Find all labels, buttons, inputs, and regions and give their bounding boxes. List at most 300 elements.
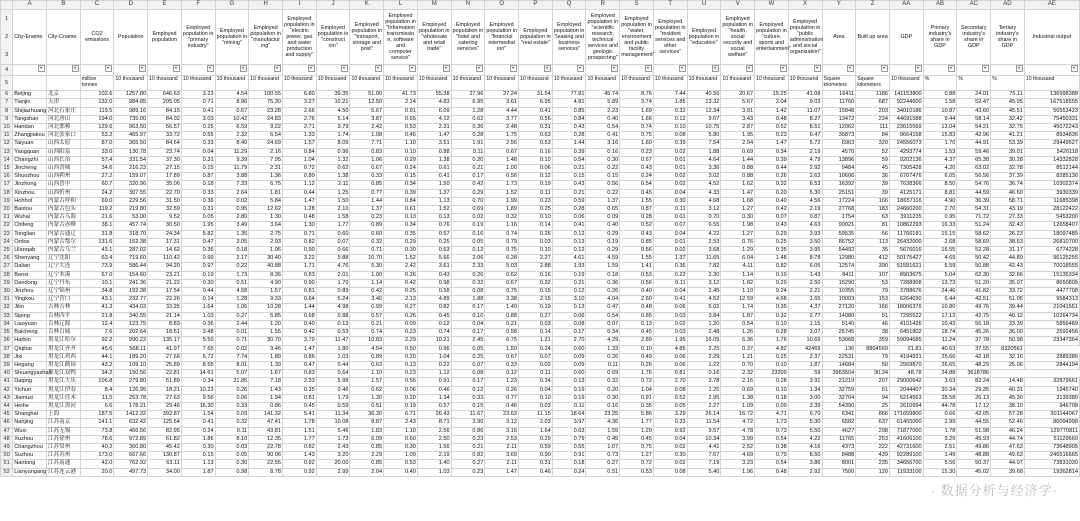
data-cell[interactable]: 0.06 xyxy=(653,353,687,361)
data-cell[interactable]: 41.08 xyxy=(788,91,822,99)
data-cell[interactable]: 0.39 xyxy=(552,148,586,156)
filter-dropdown-icon[interactable] xyxy=(915,65,922,72)
data-cell[interactable]: 0.03 xyxy=(653,329,687,337)
data-cell[interactable]: 90021 xyxy=(822,222,856,230)
data-cell[interactable]: 0.15 xyxy=(451,402,485,410)
data-cell[interactable]: 51 xyxy=(856,312,890,320)
data-cell[interactable]: 0.41 xyxy=(519,107,553,115)
column-header-q[interactable]: Q xyxy=(552,1,586,10)
data-cell[interactable]: 131.6 xyxy=(80,238,114,246)
data-cell[interactable]: 8001 xyxy=(822,460,856,468)
data-cell[interactable]: 0.23 xyxy=(350,214,384,222)
data-cell[interactable]: 73.8 xyxy=(80,427,114,435)
data-cell[interactable]: 119.2 xyxy=(80,206,114,214)
data-cell[interactable]: 11.34 xyxy=(316,411,350,419)
data-cell[interactable]: 33.0 xyxy=(80,148,114,156)
data-cell[interactable]: 159.07 xyxy=(114,173,148,181)
data-cell[interactable]: 12.35 xyxy=(249,435,283,443)
data-cell[interactable]: 0.20 xyxy=(755,189,789,197)
data-cell[interactable]: 1.37 xyxy=(653,255,687,263)
data-cell[interactable]: 62.30 xyxy=(957,271,991,279)
row-number[interactable]: 18 xyxy=(1,189,13,197)
data-cell[interactable]: 0.03 xyxy=(215,443,249,451)
city-ename-cell[interactable]: Wuhai xyxy=(13,214,47,222)
data-cell[interactable]: 16.55 xyxy=(923,247,957,255)
data-cell[interactable]: 1.87 xyxy=(721,312,755,320)
data-cell[interactable]: 0.33 xyxy=(181,140,215,148)
data-cell[interactable]: 0.76 xyxy=(417,222,451,230)
data-cell[interactable]: 0.19 xyxy=(519,181,553,189)
data-cell[interactable]: 3930339 xyxy=(1024,189,1079,197)
data-cell[interactable]: 0.86 xyxy=(451,427,485,435)
unit-cell[interactable] xyxy=(46,76,80,91)
data-cell[interactable]: 0.68 xyxy=(283,312,317,320)
data-cell[interactable]: 56.57 xyxy=(148,124,182,132)
data-cell[interactable]: 0.16 xyxy=(519,271,553,279)
field-header-cell[interactable]: Population xyxy=(114,10,148,65)
data-cell[interactable]: 301144067 xyxy=(1024,411,1079,419)
data-cell[interactable]: 1.34 xyxy=(788,386,822,394)
row-number[interactable]: 27 xyxy=(1,263,13,271)
data-cell[interactable]: 47.41 xyxy=(249,419,283,427)
data-cell[interactable]: 109.10 xyxy=(114,361,148,369)
data-cell[interactable]: 7295522 xyxy=(889,312,923,320)
data-cell[interactable]: 30.28 xyxy=(991,156,1025,164)
data-cell[interactable]: 59535 xyxy=(822,230,856,238)
column-header-n[interactable]: N xyxy=(451,1,485,10)
data-cell[interactable]: 123.75 xyxy=(114,320,148,328)
data-cell[interactable]: 45072243 xyxy=(1024,124,1079,132)
data-cell[interactable]: 0.21 xyxy=(451,165,485,173)
data-cell[interactable]: 12574 xyxy=(822,263,856,271)
data-cell[interactable]: 24.83 xyxy=(249,115,283,123)
row-number[interactable]: 9 xyxy=(1,115,13,123)
city-ename-cell[interactable]: Benxi xyxy=(13,271,47,279)
data-cell[interactable]: 0.85 xyxy=(552,107,586,115)
data-cell[interactable]: 0.28 xyxy=(755,378,789,386)
data-cell[interactable]: 0.24 xyxy=(519,345,553,353)
data-cell[interactable]: 4.22 xyxy=(687,230,721,238)
data-cell[interactable]: 8.78 xyxy=(788,255,822,263)
data-cell[interactable]: 44.89 xyxy=(991,255,1025,263)
data-cell[interactable]: 0.89 xyxy=(350,222,384,230)
data-cell[interactable]: 20.0 xyxy=(80,468,114,476)
data-cell[interactable]: 11.54 xyxy=(687,419,721,427)
data-cell[interactable]: 1.43 xyxy=(788,271,822,279)
data-cell[interactable]: 32.66 xyxy=(991,271,1025,279)
data-cell[interactable]: 0.30 xyxy=(384,247,418,255)
data-cell[interactable]: 0.98 xyxy=(417,279,451,287)
data-cell[interactable]: 1.58 xyxy=(316,214,350,222)
data-cell[interactable]: 1.71 xyxy=(283,263,317,271)
data-cell[interactable]: 1.55 xyxy=(586,427,620,435)
data-cell[interactable]: 7.71 xyxy=(350,140,384,148)
data-cell[interactable]: 43.1 xyxy=(80,296,114,304)
data-cell[interactable]: 0.83 xyxy=(283,271,317,279)
data-cell[interactable]: 63.11 xyxy=(148,460,182,468)
data-cell[interactable]: 2.30 xyxy=(687,271,721,279)
data-cell[interactable]: 24.01 xyxy=(957,91,991,99)
data-cell[interactable]: 13.04 xyxy=(923,124,957,132)
city-ename-cell[interactable]: Changzhi xyxy=(13,156,47,164)
data-cell[interactable]: 4477708 xyxy=(1024,288,1079,296)
data-cell[interactable]: 6.47 xyxy=(788,132,822,140)
city-cname-cell[interactable]: 吉林四平 xyxy=(46,312,80,320)
data-cell[interactable]: 5.56 xyxy=(923,460,957,468)
data-cell[interactable]: 23.63 xyxy=(485,411,519,419)
data-cell[interactable]: 33.39 xyxy=(991,320,1025,328)
data-cell[interactable]: 10.83 xyxy=(350,337,384,345)
data-cell[interactable]: 946708 xyxy=(1024,402,1079,410)
filter-dropdown-icon[interactable] xyxy=(510,65,517,72)
data-cell[interactable]: 4.20 xyxy=(923,165,957,173)
data-cell[interactable]: 5.88 xyxy=(316,255,350,263)
data-cell[interactable]: 11.24 xyxy=(923,337,957,345)
data-cell[interactable]: 1.73 xyxy=(215,271,249,279)
data-cell[interactable]: 1.10 xyxy=(384,140,418,148)
data-cell[interactable]: 5.46 xyxy=(316,427,350,435)
data-cell[interactable]: 0.87 xyxy=(788,214,822,222)
data-cell[interactable]: 42.0 xyxy=(80,460,114,468)
data-cell[interactable]: 33.72 xyxy=(148,132,182,140)
data-cell[interactable]: 6.70 xyxy=(788,411,822,419)
data-cell[interactable]: 0.15 xyxy=(552,173,586,181)
data-cell[interactable]: 0.06 xyxy=(215,394,249,402)
data-cell[interactable]: 13472 xyxy=(822,115,856,123)
data-cell[interactable]: 0.27 xyxy=(519,312,553,320)
data-cell[interactable]: 0.70 xyxy=(721,361,755,369)
data-cell[interactable]: 0.85 xyxy=(350,443,384,451)
data-cell[interactable]: 320.96 xyxy=(114,181,148,189)
data-cell[interactable]: 1.10 xyxy=(721,288,755,296)
data-cell[interactable]: 27768 xyxy=(822,206,856,214)
data-cell[interactable]: 5.50 xyxy=(181,337,215,345)
data-cell[interactable]: 1.20 xyxy=(687,320,721,328)
data-cell[interactable]: 0.13 xyxy=(552,378,586,386)
data-cell[interactable]: 1.12 xyxy=(283,181,317,189)
data-cell[interactable]: 18097485 xyxy=(1024,230,1079,238)
column-header-a[interactable]: A xyxy=(13,1,47,10)
data-cell[interactable]: 34.6 xyxy=(80,165,114,173)
row-number[interactable]: 50 xyxy=(1,452,13,460)
data-cell[interactable]: 0.35 xyxy=(620,402,654,410)
data-cell[interactable]: 3.86 xyxy=(788,460,822,468)
data-cell[interactable]: 0.36 xyxy=(181,320,215,328)
data-cell[interactable]: 11.5 xyxy=(80,394,114,402)
data-cell[interactable]: 0.32 xyxy=(451,279,485,287)
data-cell[interactable]: 40.63 xyxy=(923,345,957,353)
data-cell[interactable]: 27.24 xyxy=(485,91,519,99)
data-cell[interactable]: 1.06 xyxy=(350,156,384,164)
data-cell[interactable]: 0.32 xyxy=(519,279,553,287)
data-cell[interactable]: 8.76 xyxy=(620,91,654,99)
data-cell[interactable]: 173.0 xyxy=(80,452,114,460)
data-cell[interactable]: 1.07 xyxy=(586,443,620,451)
data-cell[interactable]: 1.70 xyxy=(923,140,957,148)
data-cell[interactable]: 2.16 xyxy=(721,378,755,386)
column-header-x[interactable]: X xyxy=(788,1,822,10)
data-cell[interactable]: 2.92 xyxy=(788,165,822,173)
data-cell[interactable]: 0.13 xyxy=(316,320,350,328)
data-cell[interactable]: 0.10 xyxy=(755,361,789,369)
data-cell[interactable]: 0.96 xyxy=(316,148,350,156)
data-cell[interactable]: 51.89 xyxy=(148,378,182,386)
column-header-m[interactable]: M xyxy=(417,1,451,10)
data-cell[interactable]: 16.72 xyxy=(721,411,755,419)
data-cell[interactable]: 87.0 xyxy=(80,140,114,148)
data-cell[interactable]: 2889386 xyxy=(1024,353,1079,361)
field-header-cell[interactable]: Employed population in "culture, sports and entertainment" xyxy=(755,10,789,65)
city-ename-cell[interactable]: Liaoyuan xyxy=(13,320,47,328)
row-number[interactable]: 29 xyxy=(1,279,13,287)
data-cell[interactable]: 51581621 xyxy=(889,263,923,271)
data-cell[interactable]: 762.92 xyxy=(114,460,148,468)
data-cell[interactable]: 9.03 xyxy=(788,99,822,107)
data-cell[interactable]: 0.53 xyxy=(620,468,654,476)
data-cell[interactable]: 82.95 xyxy=(148,427,182,435)
data-cell[interactable]: 27120 xyxy=(822,304,856,312)
data-cell[interactable]: 0.40 xyxy=(384,468,418,476)
row-number[interactable]: 15 xyxy=(1,165,13,173)
unit-cell[interactable]: 10 thousand xyxy=(519,76,553,91)
data-cell[interactable]: 2.70 xyxy=(923,206,957,214)
data-cell[interactable]: 0.54 xyxy=(755,435,789,443)
data-cell[interactable]: 1.62 xyxy=(721,181,755,189)
row-number[interactable]: 51 xyxy=(1,460,13,468)
filter-dropdown-icon[interactable] xyxy=(105,65,112,72)
data-cell[interactable]: 3.03 xyxy=(181,115,215,123)
data-cell[interactable]: 0.32 xyxy=(215,419,249,427)
data-cell[interactable]: 0.05 xyxy=(451,345,485,353)
data-cell[interactable]: 1.47 xyxy=(755,140,789,148)
data-cell[interactable]: 50 xyxy=(856,361,890,369)
data-cell[interactable]: 0.30 xyxy=(653,452,687,460)
row-number[interactable] xyxy=(1,10,13,65)
data-cell[interactable]: 21219 xyxy=(822,378,856,386)
data-cell[interactable]: 166 xyxy=(856,304,890,312)
city-cname-cell[interactable]: 江苏连云港 xyxy=(46,468,80,476)
city-ename-cell[interactable]: Jincheng xyxy=(13,165,47,173)
data-cell[interactable]: 51.00 xyxy=(350,91,384,99)
data-cell[interactable]: 1945740 xyxy=(1024,386,1079,394)
data-cell[interactable]: 86752 xyxy=(822,238,856,246)
data-cell[interactable]: 1.57 xyxy=(249,288,283,296)
data-cell[interactable]: 457.74 xyxy=(114,222,148,230)
data-cell[interactable]: 0.08 xyxy=(451,370,485,378)
data-cell[interactable]: 0.44 xyxy=(181,288,215,296)
column-header-w[interactable]: W xyxy=(755,1,789,10)
data-cell[interactable]: 0.12 xyxy=(451,247,485,255)
data-cell[interactable]: 75.30 xyxy=(249,99,283,107)
data-cell[interactable]: 0.59 xyxy=(552,197,586,205)
data-cell[interactable]: 0.56 xyxy=(485,173,519,181)
data-cell[interactable]: 0.53 xyxy=(384,124,418,132)
data-cell[interactable]: 4.83 xyxy=(417,99,451,107)
data-cell[interactable]: 318.70 xyxy=(114,230,148,238)
data-cell[interactable]: 21.6 xyxy=(80,214,114,222)
data-cell[interactable]: 0.42 xyxy=(384,279,418,287)
filter-dropdown-icon[interactable] xyxy=(847,65,854,72)
data-cell[interactable]: 130.87 xyxy=(148,452,182,460)
data-cell[interactable]: 1.28 xyxy=(215,296,249,304)
data-cell[interactable]: 0.25 xyxy=(181,124,215,132)
data-cell[interactable]: 0.54 xyxy=(721,320,755,328)
data-cell[interactable]: 1.76 xyxy=(755,337,789,345)
data-cell[interactable]: 1.30 xyxy=(283,222,317,230)
data-cell[interactable]: 38.63 xyxy=(991,238,1025,246)
unit-cell[interactable]: 10 thousand xyxy=(586,76,620,91)
data-cell[interactable]: 667.66 xyxy=(114,452,148,460)
data-cell[interactable]: 0.29 xyxy=(586,230,620,238)
data-cell[interactable]: 0.43 xyxy=(552,124,586,132)
data-cell[interactable]: 141153800 xyxy=(889,91,923,99)
data-cell[interactable]: 0.43 xyxy=(755,222,789,230)
column-header-b[interactable]: B xyxy=(46,1,80,10)
data-cell[interactable]: 17.12 xyxy=(957,402,991,410)
data-cell[interactable]: 2.43 xyxy=(384,419,418,427)
data-cell[interactable]: 65.38 xyxy=(957,156,991,164)
data-cell[interactable]: 1.86 xyxy=(181,435,215,443)
city-cname-cell[interactable]: 河北唐山 xyxy=(46,115,80,123)
data-cell[interactable]: 120 xyxy=(856,468,890,476)
field-header-cell[interactable]: Employed population xyxy=(148,10,182,65)
row-number[interactable]: 47 xyxy=(1,427,13,435)
data-cell[interactable]: 52 xyxy=(856,148,890,156)
data-cell[interactable]: 0.34 xyxy=(384,222,418,230)
data-cell[interactable]: 92.2 xyxy=(80,337,114,345)
data-cell[interactable]: 3.61 xyxy=(485,99,519,107)
data-cell[interactable]: 41.97 xyxy=(148,345,182,353)
data-cell[interactable]: 17.31 xyxy=(148,238,182,246)
data-cell[interactable]: 10.1 xyxy=(80,279,114,287)
data-cell[interactable]: 0.95 xyxy=(923,214,957,222)
data-cell[interactable]: 2.44 xyxy=(215,320,249,328)
data-cell[interactable]: 6.75 xyxy=(249,181,283,189)
filter-dropdown-icon[interactable] xyxy=(746,65,753,72)
column-header-g[interactable]: G xyxy=(215,1,249,10)
data-cell[interactable]: 8650805 xyxy=(1024,279,1079,287)
data-cell[interactable]: 2.11 xyxy=(485,443,519,451)
data-cell[interactable]: 4.41 xyxy=(687,443,721,451)
data-cell[interactable]: 0.13 xyxy=(384,361,418,369)
data-cell[interactable]: 0.52 xyxy=(755,124,789,132)
data-cell[interactable]: 0.07 xyxy=(316,238,350,246)
data-cell[interactable]: 54.31 xyxy=(957,206,991,214)
city-ename-cell[interactable]: Tongliao xyxy=(13,230,47,238)
data-cell[interactable]: 1412.32 xyxy=(114,411,148,419)
field-header-cell[interactable]: Employed population in "hotel and catering services" xyxy=(451,10,485,65)
data-cell[interactable]: 0.74 xyxy=(350,329,384,337)
data-cell[interactable]: 1.25 xyxy=(316,189,350,197)
data-cell[interactable]: 3.69 xyxy=(485,452,519,460)
data-cell[interactable]: 331.54 xyxy=(114,156,148,164)
data-cell[interactable]: 8.40 xyxy=(215,140,249,148)
data-cell[interactable]: 51.20 xyxy=(957,279,991,287)
data-cell[interactable]: 3.63 xyxy=(923,378,957,386)
data-cell[interactable]: 1.32 xyxy=(316,156,350,164)
data-cell[interactable]: 4.11 xyxy=(721,263,755,271)
row-number[interactable]: 44 xyxy=(1,402,13,410)
data-cell[interactable]: 30.50 xyxy=(148,222,182,230)
data-cell[interactable]: 0.80 xyxy=(283,173,317,181)
data-cell[interactable]: 8.81 xyxy=(923,189,957,197)
data-cell[interactable]: 1.52 xyxy=(384,255,418,263)
data-cell[interactable]: 0.34 xyxy=(384,181,418,189)
filter-dropdown-icon[interactable] xyxy=(308,65,315,72)
data-cell[interactable]: 0.69 xyxy=(586,370,620,378)
data-cell[interactable]: 194.0 xyxy=(80,115,114,123)
data-cell[interactable]: 320 xyxy=(856,140,890,148)
data-cell[interactable]: 25.06 xyxy=(991,361,1025,369)
unit-cell[interactable]: 10 thousand xyxy=(283,76,317,91)
data-cell[interactable]: 0.04 xyxy=(653,189,687,197)
data-cell[interactable]: 0.77 xyxy=(485,394,519,402)
row-number[interactable]: 43 xyxy=(1,394,13,402)
data-cell[interactable]: 32704 xyxy=(822,394,856,402)
data-cell[interactable]: 0.27 xyxy=(586,460,620,468)
data-cell[interactable]: 0.26 xyxy=(620,361,654,369)
data-cell[interactable]: 253 xyxy=(856,435,890,443)
data-cell[interactable]: 8.87 xyxy=(350,419,384,427)
data-cell[interactable]: 73648905 xyxy=(1024,443,1079,451)
data-cell[interactable]: 4.85 xyxy=(653,345,687,353)
data-cell[interactable]: 2.71 xyxy=(283,124,317,132)
data-cell[interactable]: 4.54 xyxy=(350,345,384,353)
filter-dropdown-icon[interactable] xyxy=(173,65,180,72)
data-cell[interactable]: 4.78 xyxy=(721,427,755,435)
data-cell[interactable]: 22.81 xyxy=(148,370,182,378)
data-cell[interactable]: 14.48 xyxy=(991,378,1025,386)
data-cell[interactable]: 1.77 xyxy=(620,419,654,427)
data-cell[interactable]: 205.05 xyxy=(148,99,182,107)
data-cell[interactable]: 2610994 xyxy=(889,402,923,410)
data-cell[interactable]: 10.42 xyxy=(215,115,249,123)
data-cell[interactable]: 0.76 xyxy=(721,238,755,246)
city-cname-cell[interactable]: 上海 xyxy=(46,411,80,419)
data-cell[interactable]: 0.26 xyxy=(586,353,620,361)
data-cell[interactable]: 0.63 xyxy=(350,361,384,369)
data-cell[interactable]: 0.31 xyxy=(181,156,215,164)
data-cell[interactable]: 2.92 xyxy=(788,468,822,476)
data-cell[interactable]: 0.07 xyxy=(519,353,553,361)
data-cell[interactable]: 23.25 xyxy=(586,411,620,419)
data-cell[interactable]: 53.00 xyxy=(114,214,148,222)
data-cell[interactable]: 38.10 xyxy=(991,402,1025,410)
data-cell[interactable]: 0.39 xyxy=(653,140,687,148)
data-cell[interactable]: 0.88 xyxy=(721,165,755,173)
data-cell[interactable]: 4.37 xyxy=(923,156,957,164)
city-cname-cell[interactable]: 黑龙江伊春 xyxy=(46,386,80,394)
data-cell[interactable]: 1.60 xyxy=(620,140,654,148)
field-header-cell[interactable]: Employed population in "transport, storage and post" xyxy=(350,10,384,65)
data-cell[interactable]: 50.37 xyxy=(957,460,991,468)
data-cell[interactable]: 41.82 xyxy=(957,288,991,296)
data-cell[interactable]: 7305428 xyxy=(889,165,923,173)
data-cell[interactable]: 0.31 xyxy=(519,460,553,468)
row-number[interactable]: 34 xyxy=(1,320,13,328)
data-cell[interactable]: 2.75 xyxy=(249,230,283,238)
data-cell[interactable]: 36.00 xyxy=(991,329,1025,337)
data-cell[interactable]: 0.49 xyxy=(620,353,654,361)
data-cell[interactable]: 4.68 xyxy=(755,296,789,304)
data-cell[interactable]: 0.03 xyxy=(653,312,687,320)
data-cell[interactable]: 0.28 xyxy=(451,132,485,140)
data-cell[interactable]: 1.27 xyxy=(620,452,654,460)
data-cell[interactable]: 113 xyxy=(856,238,890,246)
data-cell[interactable]: 21.8 xyxy=(80,312,114,320)
data-cell[interactable]: 2.99 xyxy=(923,419,957,427)
data-cell[interactable]: 7.44 xyxy=(653,91,687,99)
